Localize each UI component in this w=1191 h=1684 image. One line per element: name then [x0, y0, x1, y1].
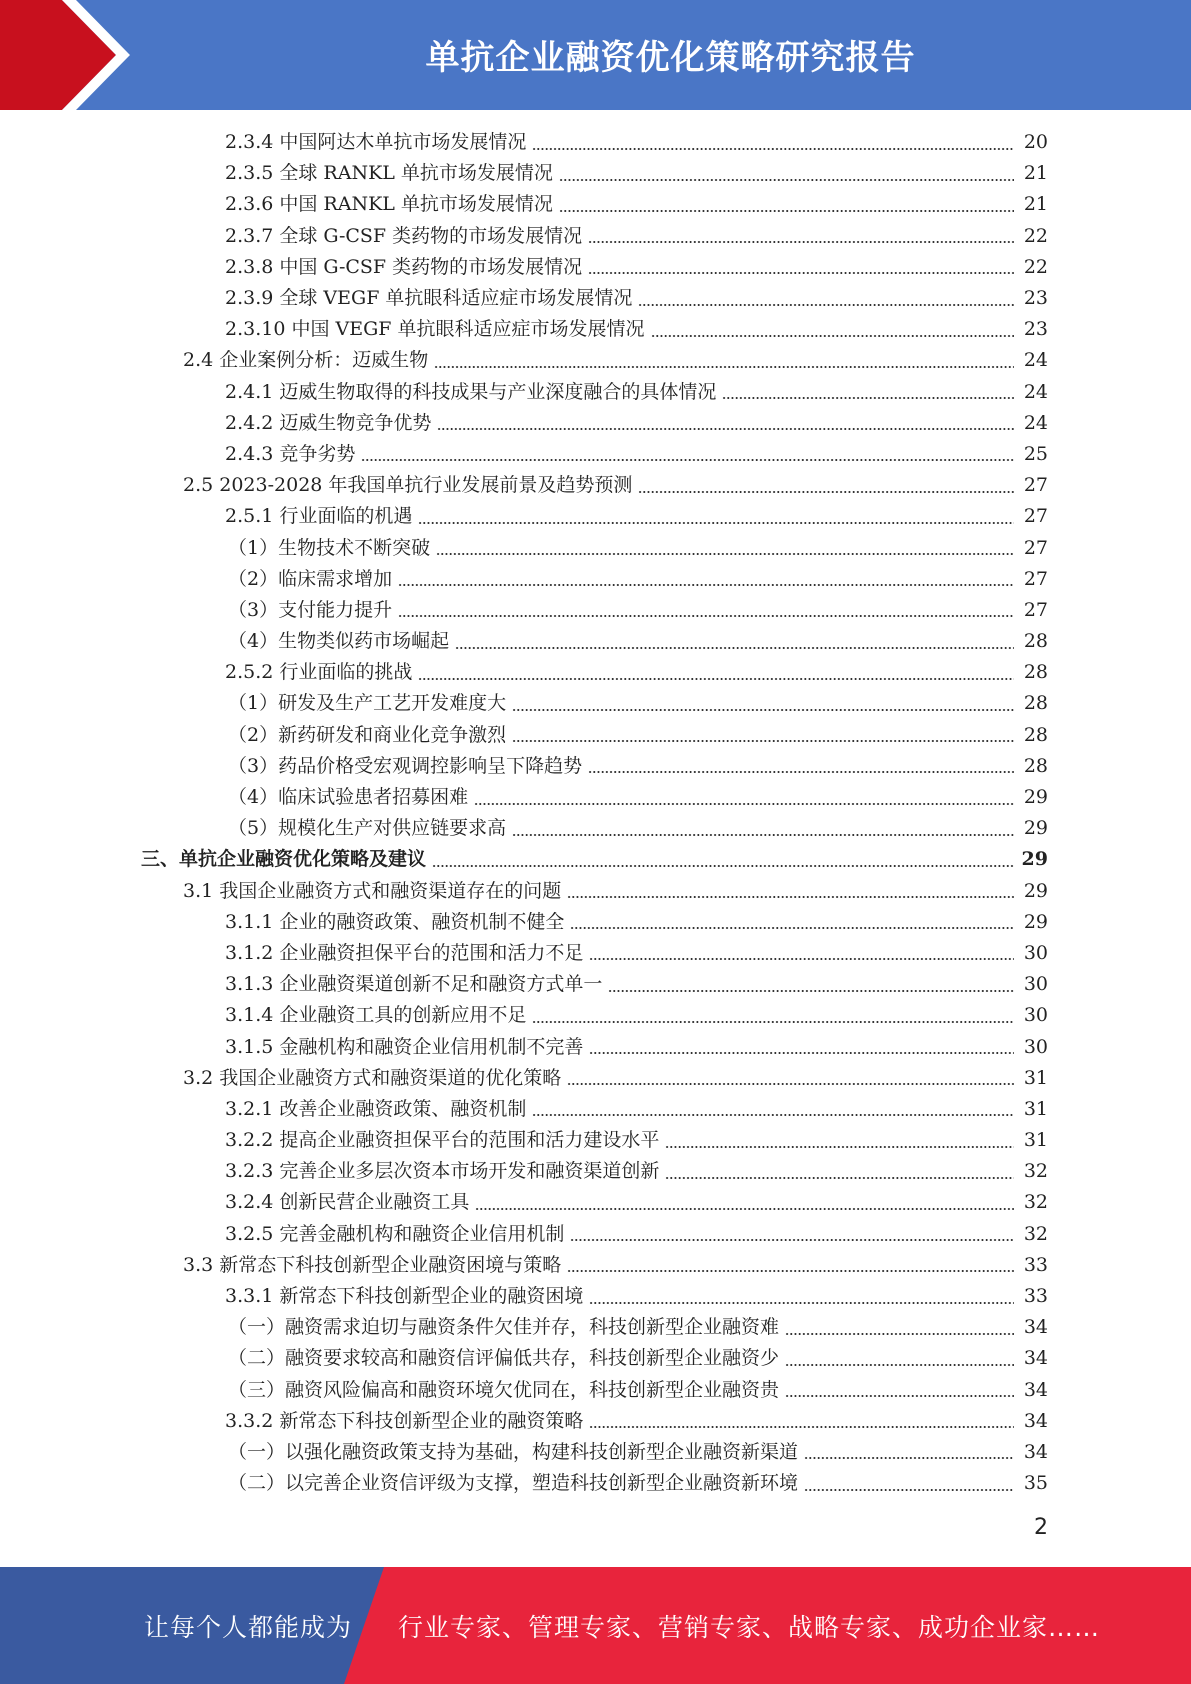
toc-entry[interactable]: [0, 1219, 1191, 1250]
toc-entry-page: 23: [1023, 287, 1048, 310]
toc-dot-leader: [559, 210, 1014, 212]
toc-entry[interactable]: [0, 1187, 1191, 1218]
toc-entry-page: 31: [1023, 1129, 1048, 1152]
toc-dot-leader: [474, 803, 1014, 805]
toc-entry[interactable]: [0, 439, 1191, 470]
toc-entry-title: 2.4.1 迈威生物取得的科技成果与产业深度融合的具体情况: [225, 380, 717, 403]
footer-slogan-right: 行业专家、管理专家、营销专家、战略专家、成功企业家……: [398, 1612, 1101, 1642]
toc-entry-page: 22: [1023, 224, 1048, 247]
toc-entry-page: 24: [1023, 380, 1048, 403]
toc-entry-title: 2.5 2023-2028 年我国单抗行业发展前景及趋势预测: [183, 474, 633, 497]
header-arrow-decoration: [0, 0, 160, 110]
toc-entry[interactable]: [0, 314, 1191, 345]
toc-entry-title: 3.3.2 新常态下科技创新型企业的融资策略: [225, 1409, 584, 1432]
toc-dot-leader: [588, 272, 1014, 274]
toc-entry[interactable]: [0, 564, 1191, 595]
toc-dot-leader: [532, 1021, 1014, 1023]
toc-dot-leader: [638, 491, 1014, 493]
toc-dot-leader: [567, 896, 1014, 898]
toc-entry[interactable]: [0, 501, 1191, 532]
toc-entry-title: （1）生物技术不断突破: [228, 536, 431, 559]
toc-entry[interactable]: [0, 345, 1191, 376]
toc-entry-title: （一）融资需求迫切与融资条件欠佳并存，科技创新型企业融资难: [228, 1316, 780, 1339]
toc-dot-leader: [512, 709, 1014, 711]
toc-entry[interactable]: [0, 221, 1191, 252]
toc-dot-leader: [804, 1457, 1014, 1459]
toc-entry[interactable]: [0, 1063, 1191, 1094]
page-header: [0, 0, 1191, 110]
toc-entry-page: 25: [1023, 442, 1048, 465]
toc-entry[interactable]: [0, 813, 1191, 844]
toc-entry[interactable]: [0, 283, 1191, 314]
toc-entry-title: 3.1 我国企业融资方式和融资渠道存在的问题: [183, 879, 562, 902]
toc-dot-leader: [567, 1083, 1014, 1085]
toc-entry-page: 31: [1023, 1066, 1048, 1089]
toc-dot-leader: [532, 1114, 1014, 1116]
toc-dot-leader: [638, 304, 1014, 306]
toc-dot-leader: [785, 1364, 1014, 1366]
toc-entry-page: 30: [1023, 941, 1048, 964]
toc-entry[interactable]: [0, 1125, 1191, 1156]
toc-entry-page: 32: [1023, 1160, 1048, 1183]
toc-entry-title: （一）以强化融资政策支持为基础，构建科技创新型企业融资新渠道: [228, 1440, 799, 1463]
toc-entry-page: 27: [1023, 536, 1048, 559]
toc-dot-leader: [608, 990, 1014, 992]
toc-entry-title: 3.2.2 提高企业融资担保平台的范围和活力建设水平: [225, 1129, 660, 1152]
toc-dot-leader: [665, 1177, 1014, 1179]
toc-dot-leader: [455, 647, 1014, 649]
toc-entry-page: 34: [1023, 1409, 1048, 1432]
toc-entry[interactable]: [0, 127, 1191, 158]
toc-entry-title: （2）临床需求增加: [228, 567, 393, 590]
toc-entry-title: 2.4 企业案例分析：迈威生物: [183, 349, 429, 372]
toc-dot-leader: [398, 584, 1014, 586]
toc-entry-title: （三）融资风险偏高和融资环境欠优同在，科技创新型企业融资贵: [228, 1378, 780, 1401]
toc-entry[interactable]: [0, 720, 1191, 751]
toc-entry-title: 3.1.4 企业融资工具的创新应用不足: [225, 1004, 527, 1027]
toc-entry[interactable]: [0, 1031, 1191, 1062]
toc-entry[interactable]: [0, 657, 1191, 688]
toc-entry[interactable]: [0, 1343, 1191, 1374]
toc-entry[interactable]: [0, 1375, 1191, 1406]
toc-entry-page: 33: [1023, 1253, 1048, 1276]
toc-entry-page: 27: [1023, 598, 1048, 621]
toc-entry-page: 21: [1023, 193, 1048, 216]
toc-dot-leader: [722, 397, 1014, 399]
toc-entry[interactable]: [0, 844, 1191, 875]
page-number: 2: [1034, 1515, 1048, 1540]
toc-entry[interactable]: [0, 1468, 1191, 1499]
toc-entry[interactable]: [0, 751, 1191, 782]
toc-dot-leader: [532, 148, 1014, 150]
toc-entry-page: 35: [1023, 1472, 1048, 1495]
toc-entry-page: 31: [1023, 1097, 1048, 1120]
toc-entry-title: （3）药品价格受宏观调控影响呈下降趋势: [228, 754, 583, 777]
toc-entry-title: 3.1.1 企业的融资政策、融资机制不健全: [225, 910, 565, 933]
toc-entry[interactable]: [0, 1094, 1191, 1125]
toc-dot-leader: [589, 958, 1014, 960]
toc-entry-page: 27: [1023, 474, 1048, 497]
toc-entry-title: 2.3.9 全球 VEGF 单抗眼科适应症市场发展情况: [225, 287, 633, 310]
toc-entry[interactable]: [0, 1437, 1191, 1468]
toc-dot-leader: [512, 740, 1014, 742]
toc-entry-page: 30: [1023, 1035, 1048, 1058]
toc-entry[interactable]: [0, 969, 1191, 1000]
toc-entry[interactable]: [0, 189, 1191, 220]
toc-dot-leader: [785, 1333, 1014, 1335]
toc-entry[interactable]: [0, 1312, 1191, 1343]
toc-dot-leader: [567, 1270, 1014, 1272]
toc-entry-page: 28: [1023, 661, 1048, 684]
toc-dot-leader: [398, 615, 1014, 617]
toc-dot-leader: [512, 834, 1014, 836]
toc-entry[interactable]: [0, 377, 1191, 408]
toc-entry-title: 2.3.7 全球 G-CSF 类药物的市场发展情况: [225, 224, 583, 247]
toc-entry-page: 27: [1023, 505, 1048, 528]
toc-entry-title: 2.5.2 行业面临的挑战: [225, 661, 413, 684]
toc-entry-title: （4）临床试验患者招募困难: [228, 786, 469, 809]
footer-slogan-left: 让每个人都能成为: [144, 1612, 353, 1642]
toc-entry-title: （5）规模化生产对供应链要求高: [228, 817, 507, 840]
toc-entry-page: 22: [1023, 255, 1048, 278]
toc-entry[interactable]: [0, 938, 1191, 969]
toc-entry[interactable]: [0, 782, 1191, 813]
toc-entry-page: 33: [1023, 1285, 1048, 1308]
toc-dot-leader: [651, 335, 1014, 337]
toc-dot-leader: [589, 1052, 1014, 1054]
toc-dot-leader: [665, 1146, 1014, 1148]
report-title: 单抗企业融资优化策略研究报告: [425, 37, 916, 78]
toc-dot-leader: [432, 865, 1014, 867]
toc-entry-title: （1）研发及生产工艺开发难度大: [228, 692, 507, 715]
toc-entry-page: 34: [1023, 1440, 1048, 1463]
toc-entry-page: 24: [1023, 349, 1048, 372]
toc-entry-title: 2.3.5 全球 RANKL 单抗市场发展情况: [225, 162, 553, 185]
toc-entry-title: 2.4.2 迈威生物竞争优势: [225, 411, 432, 434]
toc-dot-leader: [475, 1208, 1014, 1210]
toc-dot-leader: [434, 366, 1014, 368]
toc-entry-page: 20: [1023, 131, 1048, 154]
toc-dot-leader: [570, 927, 1014, 929]
toc-entry[interactable]: [0, 408, 1191, 439]
toc-entry[interactable]: [0, 688, 1191, 719]
toc-entry-page: 34: [1023, 1378, 1048, 1401]
toc-entry[interactable]: [0, 158, 1191, 189]
toc-entry-page: 21: [1023, 162, 1048, 185]
toc-entry[interactable]: [0, 470, 1191, 501]
toc-entry-page: 29: [1021, 848, 1048, 871]
toc-entry-title: 三、单抗企业融资优化策略及建议: [141, 848, 427, 871]
toc-entry-page: 32: [1023, 1191, 1048, 1214]
toc-entry-title: 3.1.2 企业融资担保平台的范围和活力不足: [225, 941, 584, 964]
toc-entry[interactable]: [0, 1156, 1191, 1187]
toc-entry-page: 29: [1023, 786, 1048, 809]
toc-dot-leader: [588, 241, 1014, 243]
toc-dot-leader: [418, 678, 1014, 680]
toc-entry[interactable]: [0, 876, 1191, 907]
toc-entry-page: 28: [1023, 630, 1048, 653]
toc-dot-leader: [785, 1395, 1014, 1397]
toc-entry-title: 2.4.3 竞争劣势: [225, 442, 356, 465]
toc-entry-page: 29: [1023, 817, 1048, 840]
toc-entry-title: 3.2.5 完善金融机构和融资企业信用机制: [225, 1222, 565, 1245]
toc-entry-title: （4）生物类似药市场崛起: [228, 630, 450, 653]
toc-entry-title: 3.1.3 企业融资渠道创新不足和融资方式单一: [225, 973, 603, 996]
toc-dot-leader: [437, 428, 1014, 430]
toc-entry-page: 28: [1023, 692, 1048, 715]
toc-entry-page: 34: [1023, 1316, 1048, 1339]
toc-entry[interactable]: [0, 626, 1191, 657]
toc-entry[interactable]: [0, 907, 1191, 938]
toc-dot-leader: [418, 522, 1014, 524]
toc-entry-title: 3.2.1 改善企业融资政策、融资机制: [225, 1097, 527, 1120]
toc-dot-leader: [588, 771, 1014, 773]
toc-entry-page: 29: [1023, 879, 1048, 902]
toc-entry-page: 27: [1023, 567, 1048, 590]
toc-entry-page: 28: [1023, 754, 1048, 777]
toc-entry-title: （3）支付能力提升: [228, 598, 393, 621]
toc-entry-page: 29: [1023, 910, 1048, 933]
toc-entry-page: 24: [1023, 411, 1048, 434]
toc-dot-leader: [570, 1239, 1014, 1241]
table-of-contents: [0, 127, 1191, 1499]
toc-entry[interactable]: [0, 1000, 1191, 1031]
toc-dot-leader: [589, 1302, 1014, 1304]
toc-dot-leader: [361, 459, 1014, 461]
toc-entry-page: 30: [1023, 1004, 1048, 1027]
toc-dot-leader: [436, 553, 1014, 555]
toc-entry[interactable]: [0, 1281, 1191, 1312]
toc-entry[interactable]: [0, 1250, 1191, 1281]
toc-entry-title: （2）新药研发和商业化竞争激烈: [228, 723, 507, 746]
toc-entry-title: 3.2.3 完善企业多层次资本市场开发和融资渠道创新: [225, 1160, 660, 1183]
toc-entry-title: 2.3.6 中国 RANKL 单抗市场发展情况: [225, 193, 553, 216]
toc-dot-leader: [559, 179, 1014, 181]
toc-entry-page: 28: [1023, 723, 1048, 746]
toc-entry-title: 2.3.10 中国 VEGF 单抗眼科适应症市场发展情况: [225, 318, 645, 341]
toc-entry-title: 3.2.4 创新民营企业融资工具: [225, 1191, 470, 1214]
toc-entry-title: 3.3.1 新常态下科技创新型企业的融资困境: [225, 1285, 584, 1308]
toc-dot-leader: [589, 1426, 1014, 1428]
toc-entry[interactable]: [0, 252, 1191, 283]
toc-entry-title: （二）融资要求较高和融资信评偏低共存，科技创新型企业融资少: [228, 1347, 780, 1370]
toc-entry-page: 34: [1023, 1347, 1048, 1370]
toc-entry-page: 23: [1023, 318, 1048, 341]
toc-entry-title: 3.1.5 金融机构和融资企业信用机制不完善: [225, 1035, 584, 1058]
toc-dot-leader: [804, 1489, 1014, 1491]
toc-entry-page: 30: [1023, 973, 1048, 996]
toc-entry-title: 2.3.4 中国阿达木单抗市场发展情况: [225, 131, 527, 154]
toc-entry-title: 3.2 我国企业融资方式和融资渠道的优化策略: [183, 1066, 562, 1089]
toc-entry-title: 3.3 新常态下科技创新型企业融资困境与策略: [183, 1253, 562, 1276]
toc-entry[interactable]: [0, 532, 1191, 563]
toc-entry-page: 32: [1023, 1222, 1048, 1245]
toc-entry-title: 2.3.8 中国 G-CSF 类药物的市场发展情况: [225, 255, 583, 278]
toc-entry[interactable]: [0, 595, 1191, 626]
toc-entry-title: 2.5.1 行业面临的机遇: [225, 505, 413, 528]
page-footer: [0, 1567, 1191, 1684]
toc-entry-title: （二）以完善企业资信评级为支撑，塑造科技创新型企业融资新环境: [228, 1472, 799, 1495]
toc-entry[interactable]: [0, 1406, 1191, 1437]
